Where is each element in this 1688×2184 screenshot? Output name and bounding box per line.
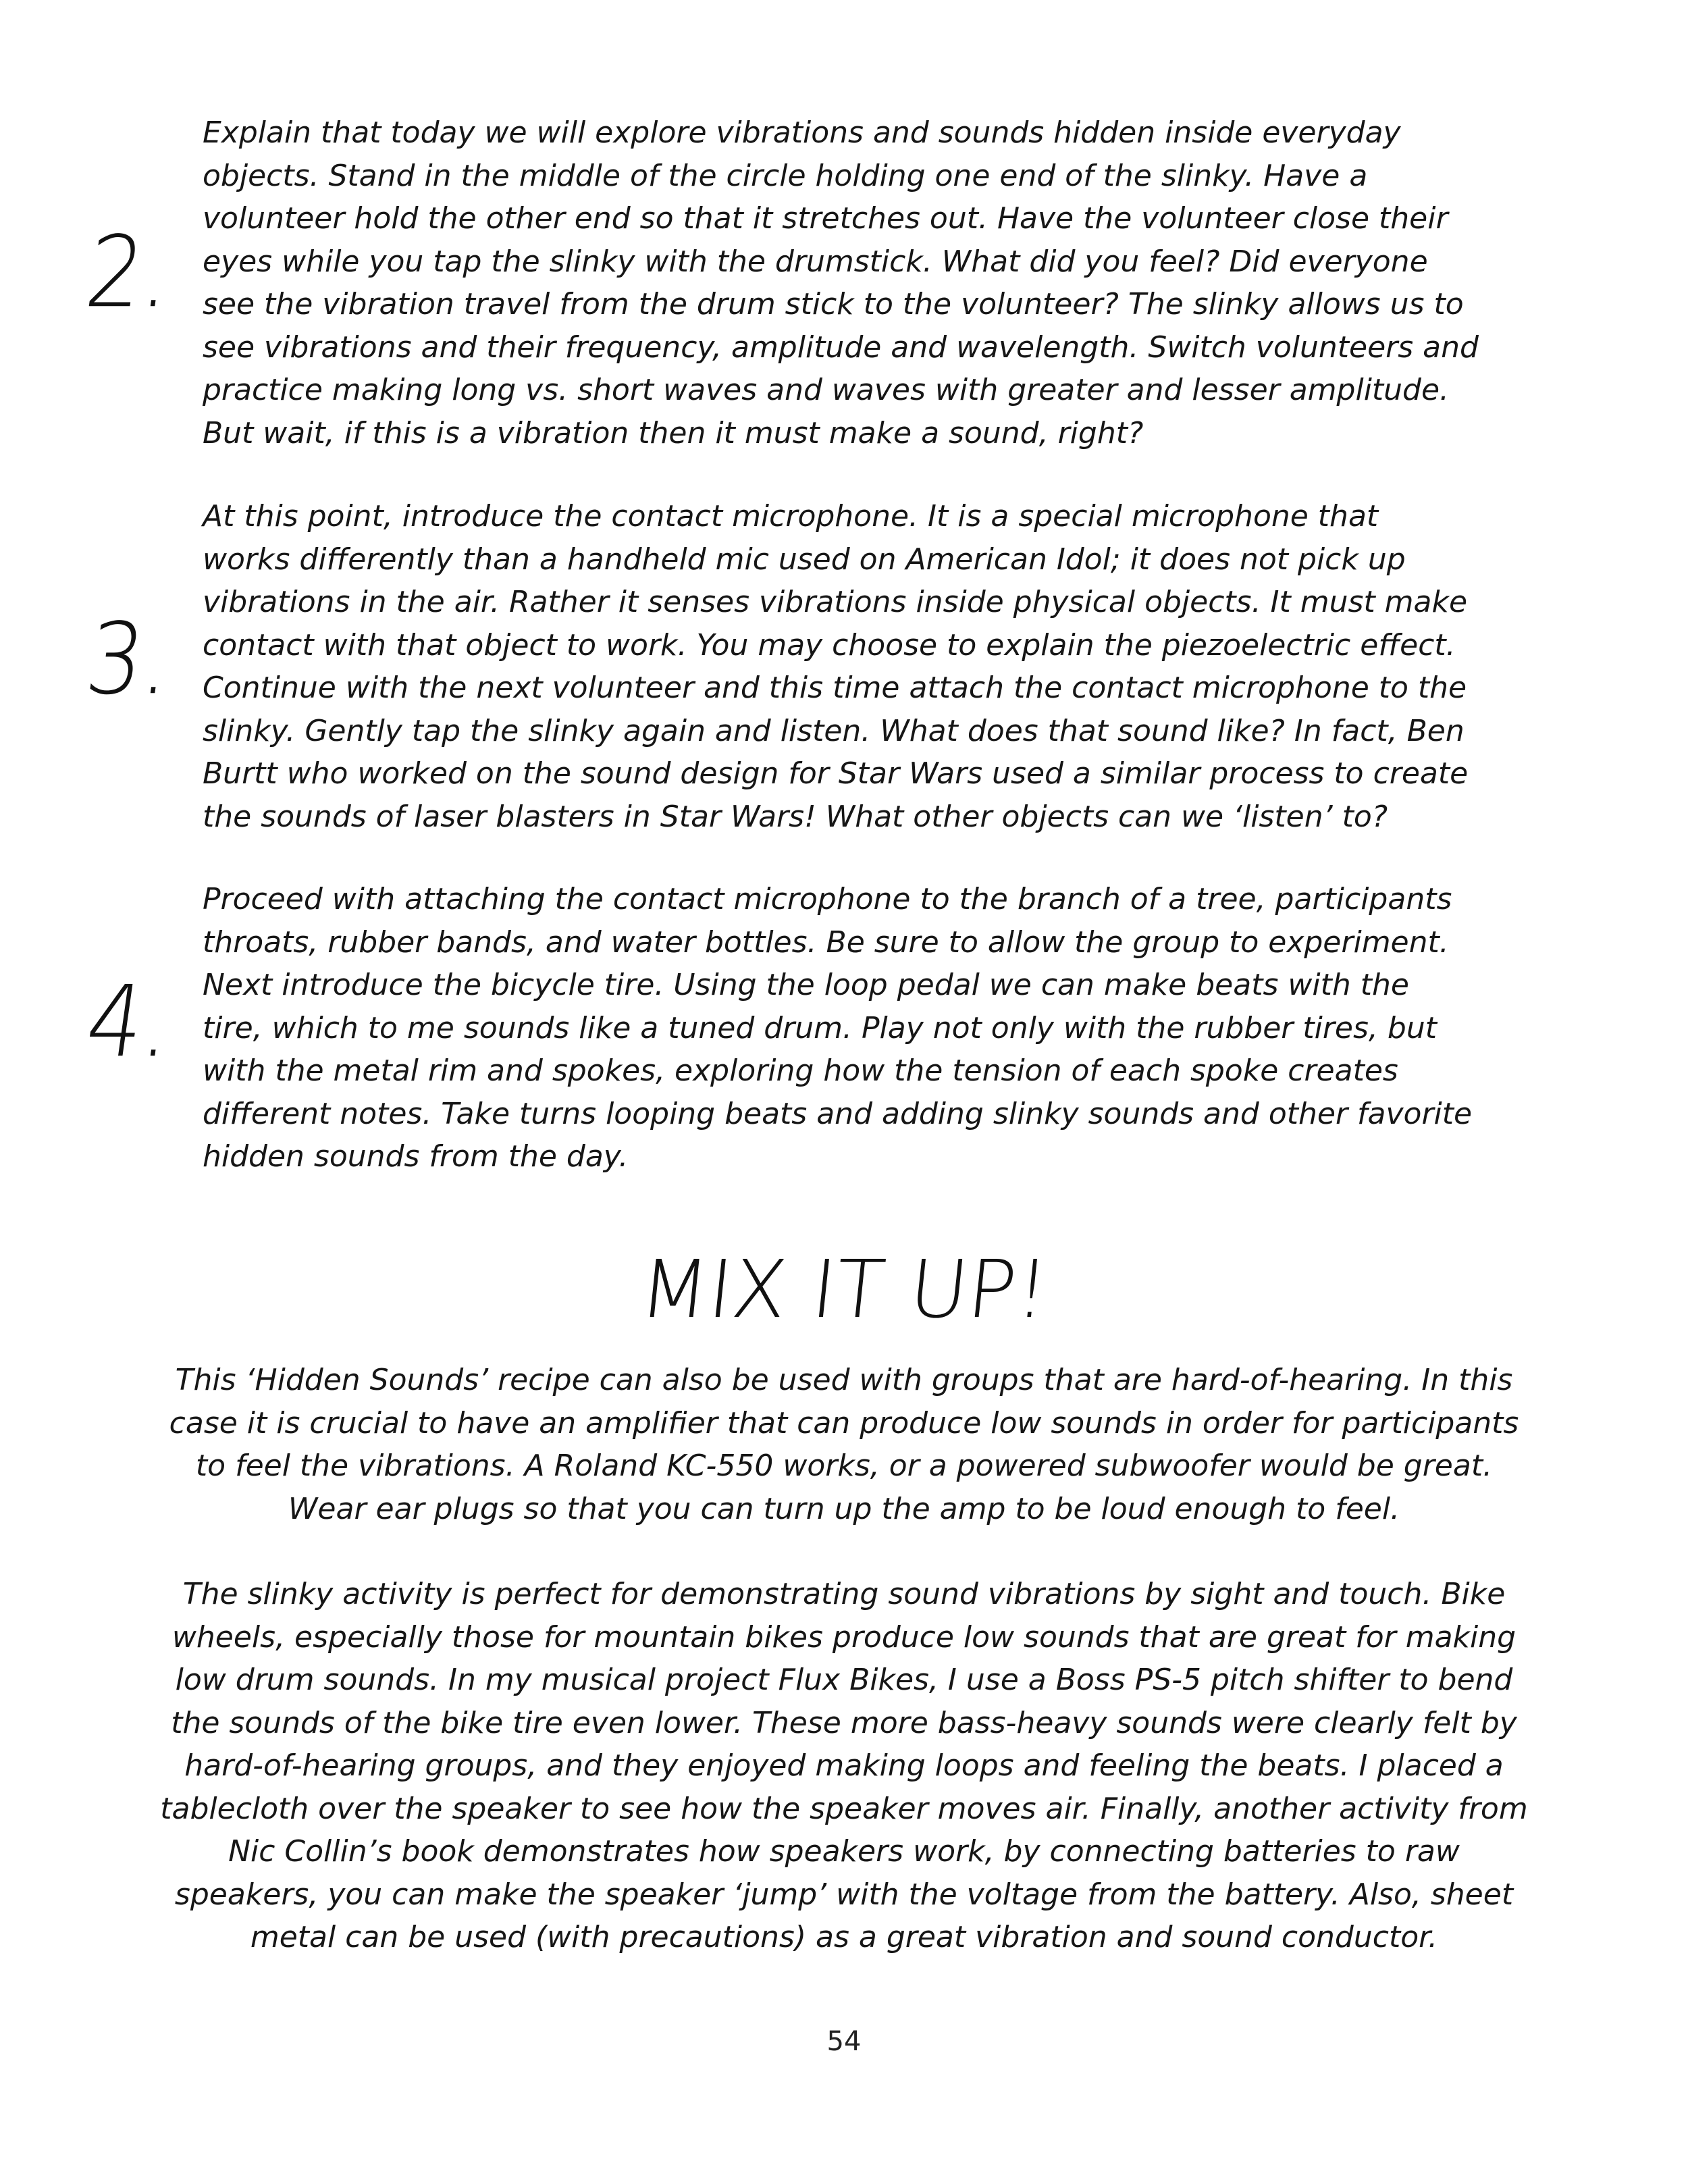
- step-number: 3.: [79, 601, 180, 717]
- step-text: At this point, introduce the contact microphone. It is a special microphone that works differently than a handheld mic used on American Idol; it does not pick up vibrations in the air. Rather it senses vibrations inside physical objects. It must make contact with that object to work. You may choose to explain the piezoelectric effect. Continue with the next volunteer and this time attach the contact microphone to the slinky. Gently tap the slinky again and listen. What does that sound like? In fact, Ben Burtt who worked on the sound design for Star Wars used a similar process to create the sounds of laser blasters in Star Wars! What other objects can we ‘listen’ to?: [203, 499, 1469, 834]
- step-number: 4.: [79, 964, 180, 1079]
- mix-it-up-paragraph-2: The slinky activity is perfect for demonstrating sound vibrations by sight and touch. Bike wheels, especially those for mountain bikes produce low sounds that are great for making low drum sounds. In my musical project Flux Bikes, I use a Boss PS-5 pitch shifter to bend the sounds of the bike tire even lower. These more bass-heavy sounds were clearly felt by hard-of-hearing groups, and they enjoyed making loops and feeling the beats. I placed a tablecloth over the speaker to see how the speaker moves air. Finally, another activity from Nic Collin’s book demonstrates how speakers work, by connecting batteries to raw speakers, you can make the speaker ‘jump’ with the voltage from the battery. Also, sheet metal can be used (with precautions) as a great vibration and sound conductor.: [160, 1577, 1528, 1954]
- mix-it-up-paragraph-1: This ‘Hidden Sounds’ recipe can also be used with groups that are hard-of-hearing. In this case it is crucial to have an amplifier that can produce low sounds in order for participants to feel the vibrations. A Roland KC-550 works, or a powered subwoofer would be great. Wear ear plugs so that you can turn up the amp to be loud enough to feel.: [169, 1363, 1519, 1526]
- step-2: [79, 111, 1593, 463]
- step-text: Proceed with attaching the contact microphone to the branch of a tree, participants throats, rubber bands, and water bottles. Be sure to allow the group to experiment. Next introduce the bicycle tire. Using the loop pedal we can make beats with the tire, which to me sounds like a tuned drum. Play not only with the rubber tires, but with the metal rim and spokes, exploring how the tension of each spoke creates different notes. Take turns looping beats and adding slinky sounds and other favorite hidden sounds from the day.: [203, 882, 1473, 1174]
- mix-it-up-heading: MIX IT UP!: [635, 1243, 1053, 1336]
- step-number: 2.: [79, 214, 180, 330]
- step-text: Explain that today we will explore vibrations and sounds hidden inside everyday objects. Stand in the middle of the circle holding one end of the slinky. Have a volunteer hold the other end so that it stretches out. Have the volunteer close their eyes while you tap the slinky with the drumstick. What did you feel? Did everyone see the vibration travel from the drum stick to the volunteer? The slinky allows us to see vibrations and their frequency, amplitude and wavelength. Switch volunteers and practice making long vs. short waves and waves with greater and lesser amplitude. But wait, if this is a vibration then it must make a sound, right?: [203, 115, 1479, 450]
- step-3: [79, 495, 1593, 846]
- page-number: 54: [826, 2026, 862, 2057]
- step-4: [79, 878, 1593, 1189]
